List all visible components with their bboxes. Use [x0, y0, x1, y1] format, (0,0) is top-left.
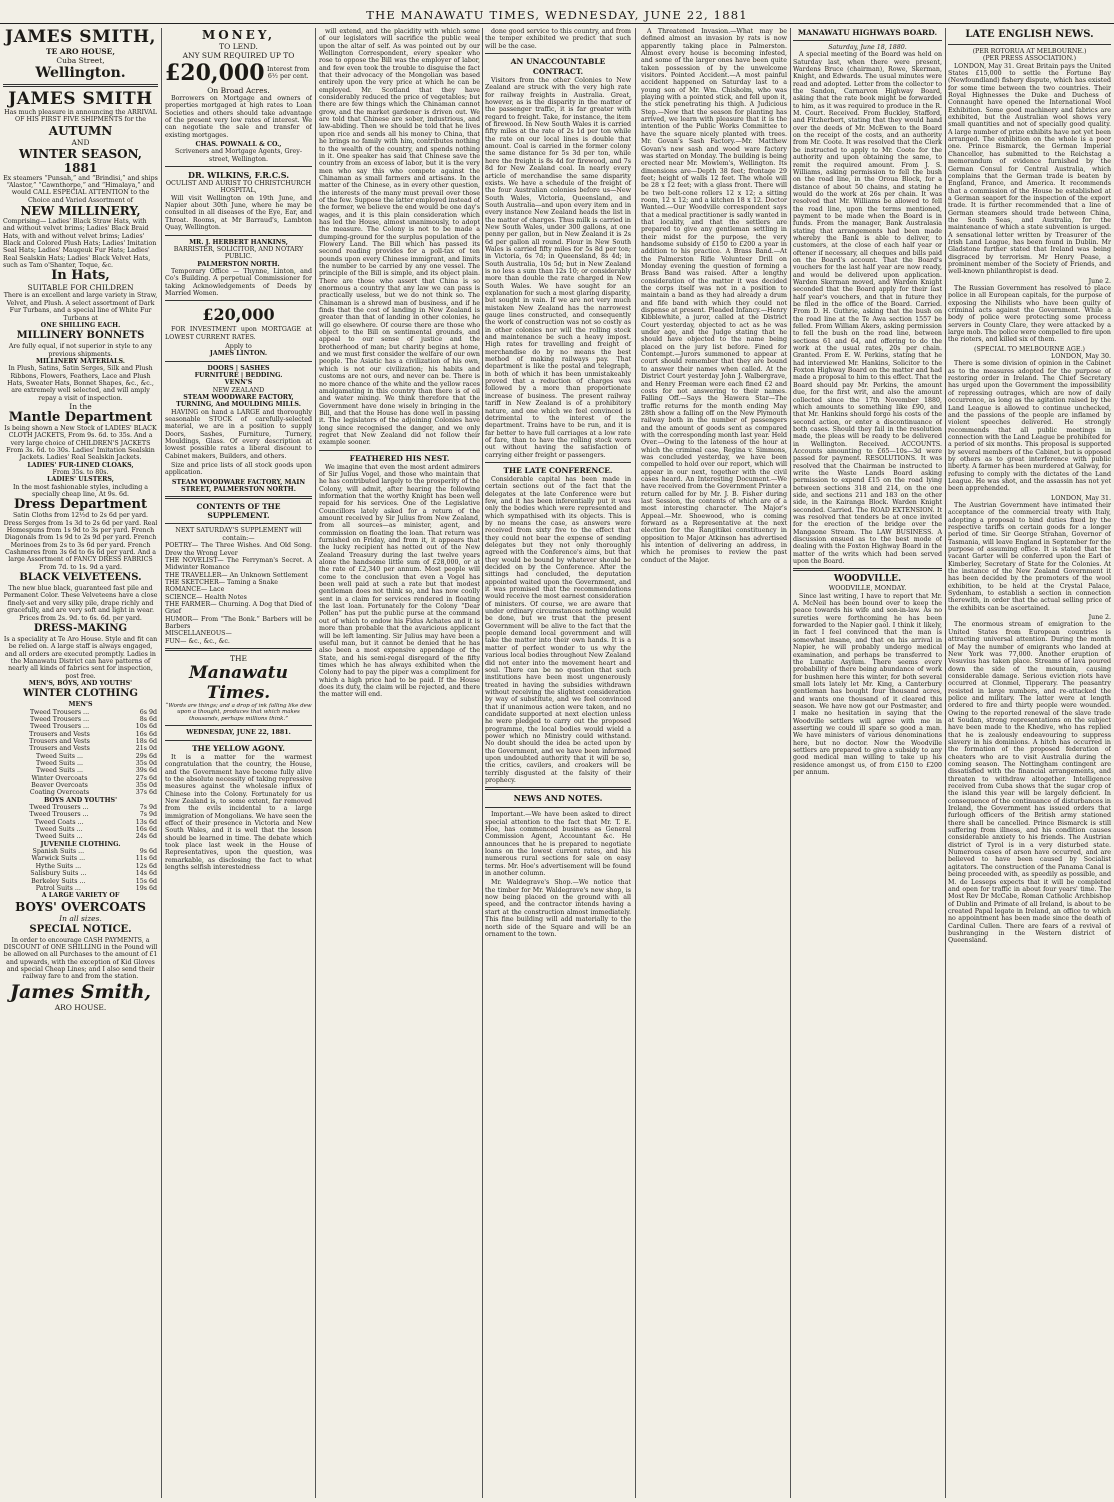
- price-item: Hythe Suits ...: [35, 862, 82, 870]
- winter-clothing-heading: WINTER CLOTHING: [23, 688, 138, 700]
- price-item: Warwick Suits ...: [31, 855, 86, 863]
- price-row: [3, 885, 158, 892]
- price-item: Coating Overcoats: [29, 789, 90, 797]
- and-word: AND: [71, 137, 90, 147]
- doors-sashes: DOORS | SASHES: [207, 364, 270, 372]
- contents-item: THE FARMER— Churning. A Dog that Died of Grief: [165, 600, 312, 616]
- column-rule: [482, 28, 483, 1498]
- overcoats-sub: In all sizes.: [59, 913, 102, 923]
- price-row: [3, 716, 158, 723]
- agony-continued: will extend, and the placidity with which some of our legislators will sacrifice the public weal upon the altar of self. As was pointed out by our Wellington Correspondent, every speaker who rose to oppose the Bill was the employer of labor, and few even took the trouble to disguise the fact that their advocacy of the Mongolian was based entirely upon the very price at which he can be employed. Mr. Scotland that they have considerably reduced the price of vegetables; but there are few things which the Chinaman cannot grow, and the market gardener is driven out. We are told that Chinese are sober, industrious, and law-abiding. Then we should be told that he lives upon rice and sends all his money to China, that he brings no family with him, contributes nothing to the wealth of the country, and spends nothing in it. One speaker has said that Chinese save the country from an excess of labor, but it is the very men who say this who compete against the Chinaman as small farmers and artisans. In the matter of the Chinese, as in every other question, the interests of the many must prevail over those of the few. Suppose the latter employed instead of the former, we believe the end would be one day's wages, and it is this plain consideration which has led the House, almost unanimously, to adopt the measure. The Colony is not to be made a dumping-ground for the surplus population of the Flowery Land. The Bill which has passed its second reading provides for a poll-tax of ten pounds upon every Chinese immigrant, and limits the number to be carried by any one vessel. The principle of the Bill is simple, and its object plain. There are those who assert that China is so enormous a country that any law we can pass is practically useless, but we do not think so. The Chinaman is a shrewd man of business, and if he finds that the cost of landing in New Zealand is greater than that of landing in other colonies, he will go elsewhere. Of course there are those who object to the Bill on sentimental grounds, and appeal to our sense of justice and the brotherhood of man; but charity begins at home, and we must first consider the welfare of our own people. The Asiatic has a civilization of his own, which is not our civilization; his habits and customs are not ours, and never can be. There is no more chance of the white and the yellow races amalgamating in this country than there is of oil and water mixing. We think therefore that the Government have done wisely in bringing in the Bill, and that the House has done well in passing it. The legislators of the adjoining Colonies have long since recognised the danger, and we only regret that New Zealand did not follow their example sooner.: [319, 28, 480, 447]
- column-rule: [315, 28, 316, 1498]
- english-news-5: The enormous stream of emigration to the United States from European countries is attracting universal attention. During the month of May the number of emigrants who landed at New York was 77,000. Another eruption of Vesuvius has taken place. Streams of lava poured down the side of the mountain, causing considerable damage. Serious eviction riots have occurred at Clonmel, Tipperary. The peasantry resisted in large numbers, and re-attacked the police and military. The latter were at length ordered to fire and thirty people were wounded. Owing to the reported renewal of the slave trade at Soudan, strong representations on the subject have been made to the Khedive, who has replied that he is zealously endeavouring to suppress slavery in his dominions. A hitch has occurred in the formation of the proposed federation of cheaters who are to visit Australia during the coming season. The Nottingham contingent are dissatisfied with the financial arrangements, and threaten to withdraw altogether. Intelligence received from Cuba shows that the sugar crop of the island this year will be largely deficient. In consequence of the continuance of disturbances in Ireland, the Government has issued orders that furlough officers of the British army stationed there shall be cancelled. Prince Bismarck is still suffering from illness, and his condition causes considerable anxiety to his friends. The Austrian district of Tyrol is in a very disturbed state. Numerous cases of arson have occurred, and are believed to have been caused by Socialist agitators. The construction of the Panama Canal is being proceeded with, as speedily as possible, and M. de Lesseps expects that it will be completed and open for traffic in about four years' time. The Most Rev Dr McCabe, Roman Catholic Archbishop of Dublin and Primate of all Ireland, is about to be created Papal legate in Ireland, an office to which no appointment has been made since the death of Cardinal Cullen. There are fears of a revival of bushranging in the Western district of Queensland.: [948, 621, 1111, 945]
- news-heading: NEWS AND NOTES.: [513, 793, 603, 804]
- price-row: [3, 738, 158, 745]
- english-news-4: The Austrian Government have intimated their acceptance of the commercial treaty with Italy, adopting a proposal to bind duties fixed by the respective tariffs on certain goods for a longer period of time. Sir George Strahan, Governor of Tasmania, will leave England in September for the purpose of assuming office. It is stated that the vacant Garter will be conferred upon the Earl of Kimberley, Secretary of State for the Colonies. At the instance of the New Zealand Government it has been decided by the promoters of the wool exhibition, to be held at the Crystal Palace, Sydenham, to establish a section in connection therewith, in order that the actual selling price of the exhibits can be ascertained.: [948, 501, 1111, 612]
- price-value: 9s 6d: [139, 848, 157, 856]
- contract-text: Visitors from the other Colonies to New Zealand are struck with the very high rate for railway freights in Australia. Great, however, as is the disparity in the matter of the passenger traffic, it is far greater with regard to freight. Take, for instance, the item of firewood. In New South Wales it is carried fifty miles at the rate of 2s 1d per ton while the rate on our local lines is double that amount. Coal is carried in the former colony the same distance for 5s 3d per ton, while here the freight is 8s 4d for firewood, and 7s 8d for New Zealand coal. In nearly every article of merchandise the same disparity exists. We have a schedule of the freight of the four Australian colonies before us—New South Wales, Victoria, Queensland, and South Australia—and upon every item and in every instance New Zealand heads the list in the matter of charges. Thus milk is carried in New South Wales, under 300 gallons, at one penny per gallon, but in New Zealand it is 2s 6d per gallon all round. Flour in New South Wales is carried fifty miles for 5s 8d per ton; in Victoria, 6s 7d; in Queensland, 8s 4d; in South Australia, 10s 5d; but in New Zealand is no less a sum than 12s 10; or considerably more than double the rate charged in New South Wales. We have sought for an explanation for such a most glaring disparity, but sought in vain. If we are not very much mistaken New Zealand has the narrowest gauge lines constructed, and consequently the work of construction was not so costly as in other colonies nor will the rolling stock and maintenance be such a heavy impost. High rates for travelling and freight of merchandise do by no means the best method of making railways pay. That department is like the postal and telegraph, in both of which it has been unmistakeably proved that a reduction of charges was followed by a more than proportionate increase of business. The present railway tariff in New Zealand is of a prohibitory nature, and one which we feel convinced is detrimental to the interest of the department. Trains have to be run, and it is far better to have full carriages at a low rate of fare, than to have the rolling stock worn out without having the satisfaction of carrying either freight or passengers.: [485, 77, 631, 459]
- conference-text: Considerable capital has been made in certain sections out of the fact that the delegates at the late Conference were but few, and it has been inferentially put it was only the bodies which were represented and which sympathised with its objects. This is by no means the case, as answers were received from sixty five to the effect that they could not bear the expense of sending delegates but they not only thoroughly agreed with the Conference's aims, but that they would be bound by whatever should be decided on by the Conference. After the sittings had concluded, the deputation appointed waited upon the Government, and it was promised that the recommendations would receive the most earnest consideration of ministers. Of course, we are aware that under ordinary circumstances nothing would be done, but we trust that the present Government will be alive to the fact that the people demand local government and will take the matter into their own hands. It is a matter of perfect wonder to us why the various local bodies throughout New Zealand did not enter into the movement heart and soul. There can be no question that such institutions have been most ungenerously treated in having the subsidies withdrawn without receiving the slightest consideration by way of substitute, and we feel convinced that if unanimous action were taken, and no candidate supported at next election unless he were pledged to carry out the proposed programme, the local bodies would wield a power which no Ministry could withstand. No doubt should the idea be acted upon by the Government, and we have been informed upon undoubted authority that it will be so, the critics, cavilers, and croakers will be terribly disgusted at the falsity of their prophecy.: [485, 475, 631, 784]
- velveteens-text: The new blue black, guaranteed fast pile and Permanent Color. These Velveteens have a close finely-set and very silky pile, drape richly and gracefully, and are very soft and light in wear. Prices from 2s. 9d. to 6s. 6d. per yard.: [3, 585, 158, 622]
- column-rule: [161, 28, 162, 1498]
- variety-line: A LARGE VARIETY OF: [41, 892, 120, 900]
- english-news-may30: LONDON, May 30.: [1051, 353, 1111, 361]
- linton-name: JAMES LINTON.: [209, 350, 268, 358]
- contents-item: THE NOVELIST— The Ferryman's Secret. A Midwinter Romance: [165, 556, 312, 572]
- english-news-assoc: (PER PRESS ASSOCIATION.): [982, 55, 1077, 63]
- price-row: [3, 731, 158, 738]
- english-news-may31: LONDON, May 31.: [1051, 494, 1111, 502]
- column-three: [319, 28, 480, 1498]
- agony-heading: THE YELLOW AGONY.: [192, 743, 285, 753]
- price-lists: Size and price lists of all stock goods upon application.: [165, 462, 312, 477]
- price-row: [3, 753, 158, 760]
- price-value: 11s 6d: [135, 855, 157, 863]
- price-value: 10s 6d: [135, 723, 157, 731]
- firm-description: Scriveners and Mortgage Agents, Grey-street, Wellington.: [175, 148, 302, 163]
- contents-item: THE SKETCHER— Taming a Snake: [165, 578, 279, 586]
- price-item: Beaver Overcoats: [31, 782, 88, 790]
- price-item: Tweed Trousers ...: [29, 708, 90, 716]
- money-heading: MONEY,: [201, 28, 276, 42]
- juvenile-price-table: [3, 848, 158, 892]
- doctor-title: OCULIST AND AURIST TO CHRISTCHURCH HOSPITAL,: [165, 180, 312, 195]
- price-row: [3, 723, 158, 730]
- contents-item: POETRY— The Three Wishes. And Old Song. Drew the Wrong Lever: [165, 542, 312, 557]
- hats-heading: In Hats,: [51, 268, 110, 284]
- contents-title: CONTENTS OF THE SUPPLEMENT.: [196, 502, 281, 521]
- price-row: [3, 782, 158, 789]
- contents-list: [165, 542, 312, 645]
- venn-nz: NEW ZEALAND: [212, 386, 265, 394]
- price-item: Tweed Suits ...: [35, 826, 83, 834]
- any-sum: ANY SUM REQUIRED UP TO: [182, 51, 295, 60]
- mens-heading: MEN'S, BOYS, AND YOUTHS': [28, 679, 133, 687]
- doctor-text: Will visit Wellington on 19th June, and Napier about 30th June, where he may be consulted in all diseases of the Eye, Ear, and Throat. Rooms, at Mr Barraud's, Lambton Quay, Wellington.: [165, 194, 312, 232]
- furniture-bedding: FURNITURE | BEDDING.: [194, 371, 283, 379]
- price-item: Tweed Trousers ...: [29, 723, 90, 731]
- column-rule: [945, 28, 946, 1498]
- local-news: A Threatened Invasion.—What may be defined almost an invasion by rats is now apparently taking place in Palmerston. Almost every house is becoming infested, and some of the larger ones have been quite taken possession of by the unwelcome visitors. Pointed Accident.—A most painful accident happened on Saturday last to a young son of Mr. Wm. Chisholm, who was playing with a pointed stick, and fell upon it, the stick penetrating his thigh. A Judicious Step.—Now that the season for planting has arrived, we learn with pleasure that it is the intention of the Public Works Committee to have the square nicely planted with trees. Mr. Govan's Sash Factory.—Mr. Matthew Govan's new sash and wood ware factory was started on Monday. The building is being erected near Mr. Mowlem's, Wellington. Its dimensions are—Depth 38 feet; frontage 29 feet; height of walls 12 feet. The whole will be 28 x 12 feet; with a glass front. There will be two belt-cone rollers 12 x 12; a sitting room, 12 x 12; and a kitchen 18 x 12. Doctor Wanted.—Our Woodville correspondent says that a medical practitioner is sadly wanted in that locality, and that the settlers are prepared to give any gentleman settling in their midst for the purpose, the very handsome subsidy of £150 to £200 a year in addition to his practice. A Brass Band.—At the Palmerston Rifle Volunteer Drill on Monday evening the question of forming a Brass Band was raised. After a lengthy consideration of the matter it was decided the corps itself was not in a position to maintain a band as they had already a drum and fife band with which they could not dispense at present. Pleaded Infancy.—Henry Kibblewhite, a juror, called at the District Court yesterday, objected to act as he was under age, and the Judge stating that he should have objected to the name being placed on the jury list before. Fined for Contempt.—Jurors summoned to appear at court should remember that they are bound to answer their names when called. At the District Court yesterday John J. Walbergrave, and Henry Freeman were each fined £2 and costs for not answering to their names. Falling Off.—Says the Hawera Star—The traffic returns for the month ending May 28th show a falling off on the New Plymouth railway both in the number of passengers and the amount of goods sent as compared with the corresponding month last year. Held Over.—Owing to the lateness of the hour at which the criminal case, Regina v. Simmons, was concluded yesterday, we have been compelled to hold over our report, which will appear in our next, together with the civil cases heard. An Interesting Document.—We have received from the Government Printer a return called for by Mr. J. B. Fisher during last Session, the contents of which are of a most interesting character. The Major's Appeal.—Mr. Shoewood, who is coming forward as a Representative at the next election for the Rangitikei constituency in opposition to Major Atkinson has advertised his intention of delivering an address, in which he promises to review the past conduct of the Major.: [641, 28, 787, 564]
- price-row: [3, 745, 158, 752]
- price-value: 27s 6d: [135, 774, 157, 782]
- price-value: 14s 6d: [135, 870, 157, 878]
- price-item: Trousers and Vests: [29, 745, 90, 753]
- advertiser-name-2: JAMES SMITH: [8, 89, 153, 109]
- price-row: [3, 760, 158, 767]
- advertiser-name: JAMES SMITH,: [5, 28, 156, 47]
- nest-text: We imagine that even the most ardent admirers of Sir Julius Vogel, and those who maintain that he has contributed largely to the prosperity of the Colony, will admit, after hearing the following information that the worthy Knight has been well repaid for his services. One of the Legislative Councillors lately asked for a return of the amount received by Sir Julius from New Zealand, from all sources—as minister, agent, and commission on floating the loan. That return was furnished on Friday, and from it, it appears that the lucky recipient has netted out of the New Zealand Treasury during the last twelve years alone the handsome little sum of £28,000, or at the rate of £2,340 per annum. Most people will come to the conclusion that even a Vogel has been well paid at such a rate but that modest gentleman does not think so, and has now coolly sent in a claim for services rendered in floating the last loan. Fortunately for the Colony “Dear Pollen” has put the public purse at the command out of which to endow his Fidus Achates and it is more than probable that the avaricious applicant will be left lamenting. Sir Julius may have been a useful man, but it cannot be denied that he has also been a most expensive appendage of the State, and his semi-regal disregard of the fifty times which he has always exhibited when the Colony had to pay the piper was a compliment for which a high price had to be paid. If the House does its duty, the claim will be rejected, and there the matter will end.: [319, 463, 480, 699]
- agony-text: It is a matter for the warmest congratulation that the country, the House, and the Government have become fully alive to the absolute necessity of taking repressive measures against the wholesale influx of Chinese into the Colony. Fortunately for us New Zealand is, to some extent, far removed from the evils incidental to a large immigration of Mongolians. We have seen the effect of their presence in Victoria and New South Wales, and it is well that the lesson should be learned in time. The debate which took place last week in the House of Representatives, upon the question, was remarkable, as disclosing the fact to what lengths selfish interestedness: [165, 753, 312, 871]
- price-value: 24s 6d: [135, 833, 157, 841]
- english-news-june2b: June 2.: [1088, 614, 1111, 622]
- contents-item: THE TRAVELLER— An Unknown Settlement: [165, 571, 308, 579]
- factory-name: STEAM WOODWARE FACTORY, TURNING, And MOULDING MILLS.: [176, 394, 301, 409]
- price-row: [3, 848, 158, 855]
- contents-item: ROMANCE— Lace: [165, 586, 225, 594]
- overcoats-heading: BOYS' OVERCOATS: [15, 899, 146, 914]
- price-value: 6s 9d: [139, 708, 157, 716]
- price-value: 12s 6d: [135, 862, 157, 870]
- english-news-2: The Russian Government has resolved to place police in all European capitals, for the purpose of exposing the Nihilists who have been guilty of criminal acts against the Government. While a body of police were protecting some process servers in County Clare, they were attacked by a large mob. The police were compelled to fire upon the rioters, and killed six of them.: [948, 285, 1111, 344]
- hankins-text: Temporary Office — Thynne, Linton, and Co's Building. A perpetual Commissioner for taking Acknowledgements of Deeds by Married Women.: [165, 267, 312, 297]
- paper-the: THE: [229, 653, 248, 663]
- woodville-title: WOODVILLE.: [833, 574, 902, 585]
- shipments-intro: Has much pleasure in announcing the ARRIVAL OF HIS FIRST FIVE SHIPMENTS for the: [4, 109, 157, 124]
- price-value: 21s 0d: [135, 745, 157, 753]
- advertiser-house: TE ARO HOUSE,: [45, 47, 115, 56]
- notice-heading: SPECIAL NOTICE.: [29, 923, 132, 935]
- price-item: Tweed Suits ...: [36, 752, 84, 760]
- price-row: [3, 863, 158, 870]
- doctor-name: DR. WILKINS, F.R.C.S.: [188, 170, 289, 181]
- price-value: 35s 0d: [135, 760, 157, 767]
- hankins-place: PALMERSTON NORTH.: [197, 260, 280, 268]
- materials-text: In Plush, Satins, Satin Serges, Silk and Plush Ribbons, Flowers, Feathers, Lace and Plush Hats, Sweater Hats, Bonnet Shapes, &c., &c., are extremely well selected, and will amply repay a visit of inspection.: [7, 365, 154, 402]
- steamers-text: Ex steamers “Punsah,” and “Brindisi,” and ships “Alastor,” “Cawnthorpe,” and “Himalaya,” and would CALL ESPECIAL ATTENTION to the Choice and Varied Assortment of: [3, 174, 158, 204]
- autumn-heading: AUTUMN: [48, 123, 113, 138]
- price-item: Tweed Suits ...: [35, 833, 83, 841]
- winter-heading: WINTER SEASON,: [19, 146, 142, 161]
- in-the: In the: [69, 401, 92, 411]
- highways-date: Saturday, June 18, 1880.: [828, 44, 907, 51]
- security: On Broad Acres.: [207, 86, 270, 95]
- contents-sub: NEXT SATURDAY'S SUPPLEMENT will contain:—: [175, 527, 302, 542]
- velveteens-heading: BLACK VELVETEENS.: [19, 572, 142, 584]
- mens-subhead: MEN'S: [68, 701, 93, 709]
- boys-subhead: BOYS AND YOUTHS': [43, 796, 118, 804]
- mantle-heading: Mantle Department: [8, 409, 153, 425]
- loan-amount: £20,000: [165, 60, 265, 86]
- woodville-text: Since last writing, I have to report that Mr. A. McNeil has been bound over to keep the peace towards his wife and son-in-law. As no sureties were forthcoming he has been forwarded to the Napier gaol. I think it likely, in fact I feel convinced that the man is somewhat insane, and that on his arrival in Napier, he will probably undergo medical examination, and perhaps be transferred to the Lunatic Asylum. There seems every probability of there being abundance of work for bushmen here this winter, for both several small lots lately let Mr. King, a Canterbury gentleman has bought four thousand acres, and wants one thousand of it cleared this season. We have now got our Postmaster, and I make no hesitation in saying that the Woodville settlers will agree with me in asserting we could ill spare so good a man. We have ministers of various denominations here, but no doctor. Now the Woodville settlers are prepared to give a subsidy to any good medical man willing to take up his residence amongst us, of from £150 to £200 per annum.: [793, 592, 942, 776]
- venn-name: VENN'S: [224, 379, 253, 387]
- news-important: Important.—We have been asked to direct special attention to the fact that Mr. T. E. Hoe, has commenced business as General Commission Agent, Accountant &c. He announces that he is prepared to negotiate loans on the lowest current rates, and his numerous rural sections for sale on easy terms. Mr. Hoe's advertisement will be found in another column.: [485, 811, 631, 878]
- column-six: [948, 28, 1111, 1498]
- mortgage-amount: £20,000: [202, 305, 275, 325]
- column-five: [793, 28, 942, 1498]
- price-value: 16s 6d: [135, 730, 157, 738]
- price-item: Tweed Coats ...: [34, 818, 84, 826]
- price-row: [3, 775, 158, 782]
- price-row: [3, 870, 158, 877]
- price-row: [3, 855, 158, 862]
- price-item: Patrol Suits ...: [35, 884, 81, 892]
- hats-subheading: SUITABLE FOR CHILDREN: [27, 283, 134, 293]
- contents-item: SCIENCE— Health Notes: [165, 593, 247, 601]
- notice-text: In order to encourage CASH PAYMENTS, a DISCOUNT of ONE SHILLING in the Pound will be allowed on all Purchases to the amount of £1 and upwards, with the exception of Kid Gloves and special Cheap Lines; and I also send their railway fare to and from the station.: [3, 936, 158, 981]
- price-value: 39s 6d: [135, 767, 157, 775]
- dressmaking-heading: DRESS-MAKING: [33, 622, 128, 634]
- mens-price-table: [3, 709, 158, 797]
- column-rule: [790, 28, 791, 1498]
- english-news-title: LATE ENGLISH NEWS.: [965, 29, 1094, 40]
- price-row: [3, 804, 158, 811]
- price-item: Berkeley Suits ...: [31, 877, 86, 885]
- highways-title: MANAWATU HIGHWAYS BOARD.: [797, 28, 938, 37]
- price-item: Trousers and Vests: [29, 730, 90, 738]
- leader-end: done good service to this country, and from the temper exhibited we predict that such will be the case.: [485, 28, 631, 50]
- paper-title: Manawatu Times.: [188, 662, 289, 703]
- factory-text: HAVING on hand a LARGE and thoroughly seasonable STOCK of carefully-selected material, we are in a position to supply Doors, Sashes, Furniture, Turnery, Mouldings, Glass. Of every description at lowest possible rates a liberal discount to Cabinet makers, Builders, and others.: [165, 408, 312, 460]
- masthead: THE MANAWATU TIMES, WEDNESDAY, JUNE 22, 1881: [0, 6, 1114, 24]
- contents-item: MISCELLANEOUS—: [165, 630, 232, 638]
- dressmaking-text: Is a speciality at Te Aro House. Style and fit can be relied on. A large staff is always engaged, and all orders are executed promptly. Ladies in the Manawatu District can have patterns of nearly all kinds of fabrics sent for inspection, post free.: [3, 635, 158, 680]
- price-value: 15s 6d: [135, 877, 157, 885]
- price-value: 29s 6d: [135, 752, 157, 760]
- advertiser-city: Wellington.: [35, 65, 126, 81]
- column-four: [485, 28, 787, 1498]
- contract-heading: AN UNACCOUNTABLE CONTRACT.: [510, 57, 606, 77]
- shilling-line: ONE SHILLING EACH.: [40, 321, 121, 329]
- price-row: [3, 878, 158, 885]
- millinery-heading: NEW MILLINERY,: [20, 204, 141, 219]
- price-item: Winter Overcoats: [31, 774, 88, 782]
- apply-to: Apply to: [225, 342, 252, 350]
- price-row: [3, 833, 158, 840]
- cloaks-heading: LADIES' FUR-LINED CLOAKS,: [27, 461, 134, 469]
- interest-rate: Interest from 6½ per cent.: [267, 65, 310, 80]
- english-news-3: There is some division of opinion in the Cabinet as to the measures adopted for the purpose of restoring order in Ireland. The Chief Secretary has urged upon the Government the impossibility of repressing outrages, which are now of daily occurrence, as long as the agitation raised by the Land League is allowed to continue unchecked, and the passions of the people are inflamed by violent speeches delivered. He strongly recommends that all public meetings in connection with the Land League be prohibited for a period of six months. This proposal is supported by several members of the Cabinet, but is opposed by others as to great interference with public liberty. A farmer has been murdered at Galway, for refusing to comply with the dictates of the Land League. He was shot, and the assassin has not yet been apprehended.: [948, 360, 1111, 493]
- cloaks-text: From 35s. to 80s.: [52, 469, 109, 476]
- price-item: Tweed Trousers ...: [29, 811, 89, 819]
- woodville-date: WOODVILLE, MONDAY.: [828, 585, 907, 593]
- firm-name: CHAS. POWNALL & CO.,: [195, 141, 282, 149]
- price-item: Trousers and Vests: [29, 737, 90, 745]
- nest-heading: FEATHERED HIS NEST.: [349, 453, 450, 463]
- paper-motto: “Words are things; and a drop of ink falling like dew upon a thought, produces that which makes thousands, perhaps millions think.”: [165, 702, 312, 722]
- price-value: 37s 6d: [135, 789, 157, 797]
- mantle-text: Is being shown a New Stock of LADIES' BLACK CLOTH JACKETS, From 9s. 6d. to 35s. And a very large choice of CHILDREN'S JACKETS From 3s. 6d. to 30s. Ladies' Imitation Sealskin Jackets. Ladies' Real Sealskin Jackets.: [4, 424, 157, 462]
- price-value: 8s 6d: [139, 715, 157, 723]
- english-news-via: (PER ROTORUA AT MELBOURNE.): [972, 48, 1087, 55]
- juvenile-subhead: JUVENILE CLOTHING.: [40, 840, 121, 848]
- price-row: [3, 811, 158, 818]
- loan-text: Borrowers on Mortgage and owners of properties mortgaged at high rates to Loan Societies and others should take advantage of the present very low rates of interest. We can negotiate the sale and transfer of existing mortgages.: [165, 95, 312, 139]
- contents-item: FUN— &c., &c., &c.: [165, 637, 230, 645]
- price-item: Tweed Suits ...: [36, 767, 84, 775]
- footer-name: James Smith,: [9, 980, 152, 1003]
- price-value: 7s 9d: [139, 804, 157, 812]
- mortgage-text: FOR INVESTMENT upon MORTGAGE at LOWEST CURRENT RATES.: [165, 326, 312, 341]
- price-value: 13s 6d: [135, 818, 157, 826]
- price-item: Tweed Trousers ...: [29, 715, 90, 723]
- conference-heading: THE LATE CONFERENCE.: [503, 465, 613, 475]
- highways-text: A special meeting of the Board was held on Saturday last, when there were present, Wardens Bruce (chairman), Rowe, Skerman, Knight, and Edwards. The usual minutes were read and adopted. Letter from the collector to the Sandon, Carnarvon Highway Board, asking that the rate book might be forwarded to him, as it was required to produce in the R. M. Court. Received. From Buckley, Stafford, and Fitzherbert, stating that they would hand over the deeds of Mr. McEwen to the Board on the receipt of the costs, and an authority from Mr. Coote. It was resolved that the Clerk be instructed to apply to Mr. Coote for the authority and upon obtaining the same, to remit the required amount. From J. S. Williams, asking permission to fell the bush on the road line, in the Oroua Block, for a distance of about 50 chains, and stating he would do the work at 26s per chain. It was resolved that Mr. Williams be allowed to fell the road line, upon the terms mentioned, payment to be made when the Board is in funds. From the manager, Bank Australasia stating that arrangements had been made whereby the Bank is able to deliver, to customers, at the close of each half year or oftener if necessary, all cheques and bills paid on the Board's account. That the Board's vouchers for the last half year are now ready, and would be delivered upon application. Warden Skerman moved, and Warden Knight seconded that the Board apply for their last half year's vouchers, and that in future they be filed in the office of the Board. Carried. From D. H. Guthrie, asking that the bush on the road line at the Te Awa section 1557 be felled. From William Akers, asking permission to fell the bush on the road line, between sections 61 and 64, and offering to do the work at the usual rates, 20s per chain. Granted. From E. W. Perkins, stating that he had interviewed Mr. Hankins, Solicitor to the Foxton Highway Board on the matter and had made a proposal to him to this effect. That the Board should pay Mr. Perkins, the amount due, for the first writ, and also the amount collected since the 17th November 1880, which amounts to something like £90, and that Mr. Hankins should forgo his costs of the second action, or enter a discontinuance of both cases. Should they fail in the resolution made, the pleas will be ready to be delivered in Wellington. Received. ACCOUNTS. Accounts amounting to £65—10s—3d were passed for payment. RESOLUTIONS. It was resolved that the Chairman be instructed to write the Waste Lands Board asking permission to expend £15 on the road lying between sections 318 and 214, on the one side, and sections 211 and 183 on the other side, in the Kairanga Block. Warden Knight seconded. Carried. The ROAD EXTENSION. It was resolved that tenders be at once invited for the erection of the bridge over the Mangaone Stream. The LAW BUSINESS. A discussion ensued as to the best mode of dealing with the Foxton Highway Board in the matter of the writs which had been served upon the Board.: [793, 51, 942, 566]
- price-item: Spanish Suits ...: [32, 848, 85, 856]
- paper-date: WEDNESDAY, JUNE 22, 1881.: [186, 729, 291, 737]
- price-value: 7s 9d: [139, 811, 157, 819]
- price-row: [3, 819, 158, 826]
- to-lend: TO LEND.: [219, 42, 258, 51]
- steam-factory: STEAM WOODWARE FACTORY, MAIN STREET, PALMERSTON NORTH.: [171, 478, 306, 494]
- price-row: [3, 826, 158, 833]
- bonnets-heading: MILLINERY BONNETS: [16, 330, 145, 342]
- advertiser-street: Cuba Street,: [56, 56, 105, 65]
- ulsters-heading: LADIES' ULSTERS,: [47, 476, 114, 484]
- column-two: [165, 28, 312, 1498]
- dress-heading: Dress Department: [14, 497, 147, 513]
- english-news-1: LONDON, May 31. Great Britain pays the United States £15,000 to settle the Fortune Bay (Newfoundland) fishery dispute, which has existed for some time between the two countries. Their Royal Highnesses the Duke and Duchess of Connaught have opened the International Wool Exhibition. Some good machinery and fabrics are exhibited, but the Australian wool shows very small quantities and not of specially good quality. A large number of prize exhibits have not yet been arranged. The exhibition on the whole is a poor one. Prince Bismarck, the German Imperial Chancellor, has submitted to the Reichstag a memorandum of evidence furnished by the German Consul for Central Australia, which complains that the German trade is beaten by England, France, and America. It recommends that a commission of the House be established at a German seaport for the inspection of the export trade. It is further recommended that a line of German steamers should trade between China, the South Seas, and Australia, for the maintenance of which a state subvention is urged. A sensational letter written by Treasurer of the Irish Land League, has been found in Dublin. Mr Gladstone further stated that Ireland was being disgraced by terrorism. Mr Henry Pease, a prominent member of the Society of Friends, and well-known philanthropist is dead.: [948, 62, 1111, 276]
- ulsters-text: In the most fashionable styles, including a specially cheap line, At 9s. 6d.: [13, 483, 148, 499]
- contents-item: HUMOR— From “The Bonk.” Barbers will be Barbers: [165, 615, 312, 630]
- dress-text: Satin Cloths from 12½d to 2s 6d per yard. Dress Serges from 1s 3d to 2s 6d per yard. Real Homespuns from 1s 9d to 3s per yard. French Diagonals from 1s 9d to 2s 9d per yard. French Merinoes from 2s to 3s 6d per yard. French Cashmeres from 3s 6d to 6s 6d per yard. And a large Assortment of FANCY DRESS FABRICS From 7d. to 1s. 9d a yard.: [3, 512, 158, 571]
- price-item: Tweed Trousers ...: [29, 804, 89, 812]
- price-value: 19s 6d: [135, 884, 157, 892]
- news-waldegrave: Mr. Waldegrave's Shop.—We notice that the timber for Mr. Waldegrave's new shop, is now being placed on the ground with all speed, and the contractor intends having a start at the construction almost immediately. This fine building will add materially to the north side of the Square and will be an ornament to the town.: [485, 879, 631, 938]
- english-news-june2: June 2.: [1088, 277, 1111, 285]
- price-row: [3, 789, 158, 796]
- smith-advertisement: [3, 28, 158, 1498]
- price-value: 16s 6d: [135, 826, 157, 834]
- season-year: 1881: [63, 160, 98, 175]
- boys-price-table: [3, 804, 158, 841]
- hankins-name: MR. J. HERBERT HANKINS,: [189, 238, 288, 246]
- price-value: 18s 6d: [135, 737, 157, 745]
- millinery-items: Comprising— Ladies' Black Straw Hats, with and without velvet brims; Ladies' Black Braid Hats, with and without velvet brims; Ladies' Black and Colored Plush Hats; Ladies' Imitation Seal Hats; Ladies' Maugeuk Fur Hats; Ladies' Real Sealskin Hats; Ladies' Black Velvet Hats, such as Tam o'Shanter, Toque, &c.: [3, 218, 157, 270]
- hats-text: There is an excellent and large variety in Straw, Velvet, and Plush. A select assortment of Dark Fur Turbans, and a special line of White Fur Turbans at: [3, 292, 158, 322]
- bonnets-text: Are fully equal, if not superior in style to any previous shipments.: [8, 343, 153, 358]
- price-item: Salisbury Suits ...: [30, 870, 87, 878]
- hankins-title: BARRISTER, SOLICITOR, AND NOTARY PUBLIC.: [173, 245, 304, 261]
- english-news-special: (SPECIAL TO MELBOURNE AGE.): [974, 345, 1085, 353]
- materials-heading: MILLINERY MATERIALS.: [35, 357, 125, 365]
- price-item: Tweed Suits ...: [36, 760, 84, 767]
- price-row: [3, 709, 158, 716]
- price-value: 35s 0d: [135, 782, 157, 790]
- footer-house: ARO HOUSE.: [54, 1002, 107, 1012]
- price-row: [3, 767, 158, 774]
